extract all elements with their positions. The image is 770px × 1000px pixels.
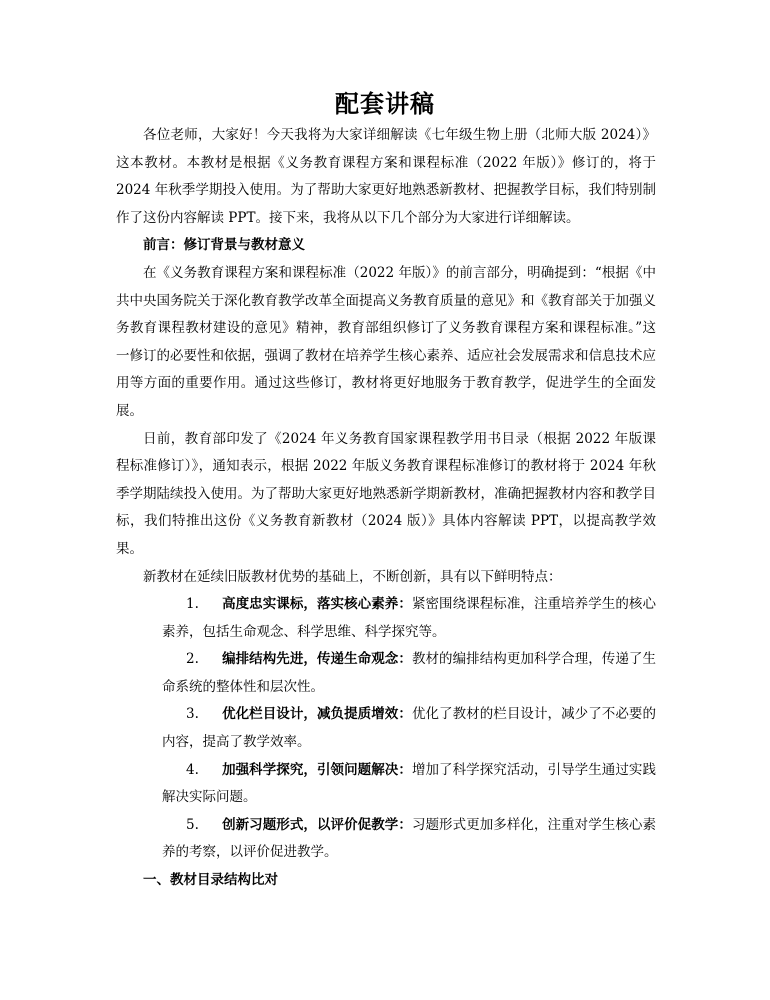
list-item-number: 2. [186, 651, 199, 668]
list-item [116, 701, 656, 756]
preface-paragraph-2: 日前，教育部印发了《2024 年义务教育国家课程教学用书目录（根据 2022 年版课程标准修订）》，通知表示，根据 2022 年版义务教育课程标准修订的教材将于 2024 年秋季学期陆续投入使用。为了帮助大家更好地熟悉新学期新教材，准确把握教材内容和教学目标，我们特推出这份《义务教育新教材（2024 版）》具体内容解读 PPT，以提高教学效果。 [116, 430, 656, 557]
list-item-title: 高度忠实课标，落实核心素养： [222, 596, 412, 613]
list-item-number: 5. [186, 816, 199, 833]
features-intro: 新教材在延续旧版教材优势的基础上，不断创新，具有以下鲜明特点： [143, 568, 562, 585]
list-item-text: 增加了科学探究活动，引导学生通过实践解决实际问题。 [162, 761, 656, 806]
document-body [116, 122, 656, 895]
preface-paragraph-1: 在《义务教育课程方案和课程标准（2022 年版）》的前言部分，明确提到：“根据《中共中央国务院关于深化教育教学改革全面提高义务教育质量的意见》和《教育部关于加强义务教育课程教材建设的意见》精神，教育部组织修订了义务教育课程方案和课程标准。”这一修订的必要性和依据，强调了教材在培养学生核心素养、适应社会发展需求和信息技术应用等方面的重要作用。通过这些修订，教材将更好地服务于教育教学，促进学生的全面发展。 [116, 264, 656, 419]
list-item-text: 教材的编排结构更加科学合理，传递了生命系统的整体性和层次性。 [162, 651, 656, 695]
list-item-title: 编排结构先进，传递生命观念： [222, 651, 412, 668]
list-item-title: 优化栏目设计，减负提质增效： [222, 706, 412, 723]
list-item-title: 加强科学探究，引领问题解决： [222, 761, 412, 778]
page-title: 配套讲稿 [335, 89, 435, 118]
list-item-number: 1. [186, 596, 199, 613]
list-item [116, 757, 656, 812]
intro-paragraph: 各位老师，大家好！今天我将为大家详细解读《七年级生物上册（北师大版 2024）》这本教材。本教材是根据《义务教育课程方案和课程标准（2022 年版）》修订的，将于 2024 年秋季学期投入使用。为了帮助大家更好地熟悉新教材、把握教学目标，我们特别制作了这份内容解读 PPT。接下来，我将从以下几个部分为大家进行详细解读。 [116, 127, 656, 226]
list-item-text: 优化了教材的栏目设计，减少了不必要的内容，提高了教学效率。 [162, 706, 656, 751]
list-item-number: 3. [186, 706, 199, 723]
list-item [116, 591, 656, 646]
list-item-text: 紧密围绕课程标准，注重培养学生的核心素养，包括生命观念、科学思维、科学探究等。 [162, 596, 656, 640]
list-item-number: 4. [186, 761, 199, 778]
section-1-heading: 一、教材目录结构比对 [143, 872, 278, 889]
preface-heading: 前言：修订背景与教材意义 [143, 237, 305, 254]
list-item [116, 812, 656, 867]
list-item [116, 646, 656, 701]
list-item-title: 创新习题形式，以评价促教学： [222, 816, 412, 833]
list-item-text: 习题形式更加多样化，注重对学生核心素养的考察，以评价促进教学。 [162, 816, 656, 861]
